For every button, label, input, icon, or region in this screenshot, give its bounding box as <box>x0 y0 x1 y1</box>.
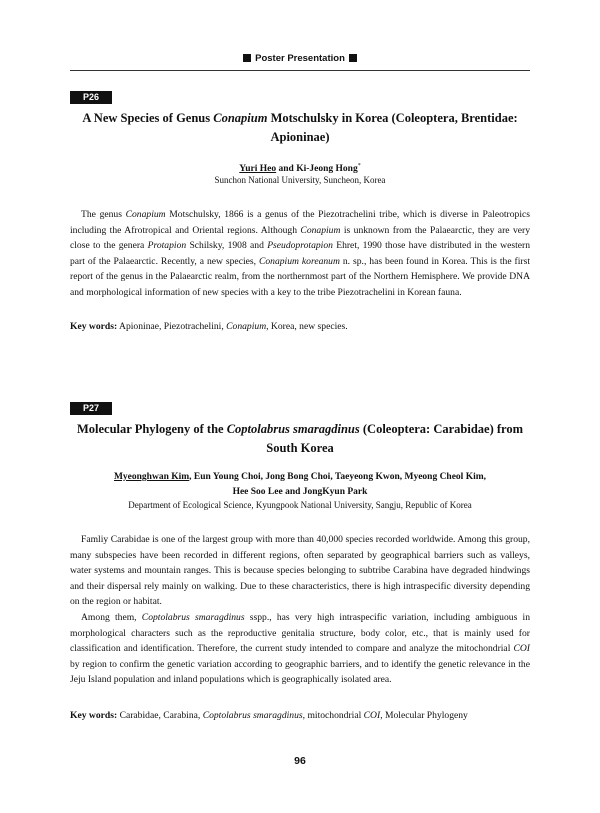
affiliation: Department of Ecological Science, Kyungpook National University, Sangju, Republic of Korea <box>128 500 472 510</box>
abstract-badge: P27 <box>70 402 112 415</box>
author-list: Myeonghwan Kim, Eun Young Choi, Jong Bong Choi, Taeyeong Kwon, Myeong Cheol Kim, Hee Soo Lee and JongKyun Park <box>113 472 487 497</box>
presenting-author: Myeonghwan Kim <box>113 472 190 482</box>
abstract-body <box>70 207 530 301</box>
abstract-paragraph: Famliy Carabidae is one of the largest group with more than 40,000 species recorded worldwide. Among this group, many subspecies have been recorded in different regions, often separated by geographical barriers such as valleys, water systems and mountain ranges. This is because species belonging to subtribe Carabina have degraded hindwings and their dispersal rely mainly on walking. Due to these characteristics, there is high intraspecific diversity depending on the region or habitat. <box>70 534 530 608</box>
square-bullet-icon <box>243 54 251 62</box>
abstract-body <box>70 532 530 688</box>
affiliation: Sunchon National University, Suncheon, Korea <box>214 175 386 185</box>
header-rule <box>70 70 530 71</box>
presenting-author: Yuri Heo <box>239 164 277 175</box>
abstract-paragraph: The genus Conapium Motschulsky, 1866 is a genus of the Piezotrachelini tribe, which is diverse in Paleotropics including the Afrotropical and Oriental regions. Although Conapium is unknown from the Palaearctic, they are very close to the genera Protapion Schilsky, 1908 and Pseudoprotapion Ehret, 1990 those have distributed in the western part of the Palaearctic. Recently, a new species, Conapium koreanum n. sp., has been found in Korea. This is the first report of the genus in the Palaearctic realm, from the northernmost part of the Northern Hemisphere. We provide DNA and morphological information of new species with a key to the tribe Piezotrachelini in Korean fauna. <box>70 209 530 298</box>
abstract-title: Molecular Phylogeny of the Coptolabrus smaragdinus (Coleoptera: Carabidae) from South Korea <box>76 422 524 455</box>
square-bullet-icon <box>349 54 357 62</box>
abstract-badge: P26 <box>70 91 112 104</box>
header-label: Poster Presentation <box>255 53 345 64</box>
keywords: Key words: Carabidae, Carabina, Coptolabrus smaragdinus, mitochondrial COI, Molecular Phylogeny <box>70 710 468 721</box>
keywords: Key words: Apioninae, Piezotrachelini, Conapium, Korea, new species. <box>70 321 348 332</box>
abstract-title: A New Species of Genus Conapium Motschulsky in Korea (Coleoptera, Brentidae: Apioninae) <box>82 111 518 144</box>
author-list: Yuri Heo and Ki-Jeong Hong* <box>239 163 361 175</box>
page-number: 96 <box>294 755 306 767</box>
running-header <box>0 53 600 64</box>
abstract-paragraph: Among them, Coptolabrus smaragdinus sspp., has very high intraspecific variation, including ambiguous in morphological characters such as the reproductive genitalia structure, body color, etc., that is mainly used for classification and identification. Therefore, the current study intended to compare and analyze the mitochondrial COI by region to confirm the genetic variation according to geographic barriers, and to identify the genetic relevance in the Jeju Island population and inland populations which is geographically isolated area. <box>70 611 530 686</box>
